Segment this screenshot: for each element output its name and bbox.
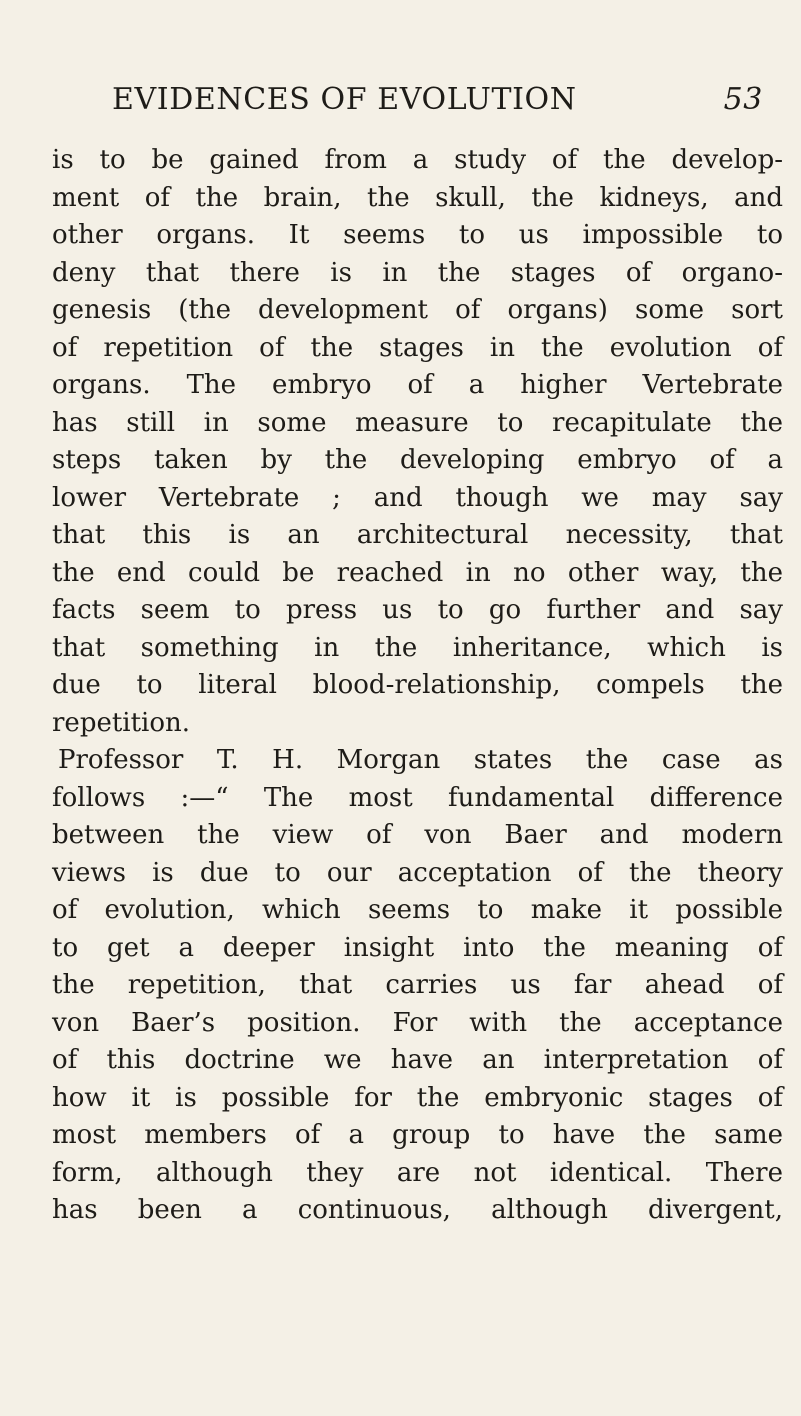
text-line: due to literal blood-relationship, compels the (52, 670, 783, 700)
paragraph-end-line: repetition. (52, 707, 191, 738)
text-line: other organs. It seems to us impossible to (52, 220, 783, 250)
text-line: follows :—“ The most fundamental difference (52, 782, 783, 813)
page-number: 53 (723, 82, 763, 117)
text-line: of repetition of the stages in the evolution of (52, 332, 783, 363)
text-line: to get a deeper insight into the meaning of (52, 932, 783, 963)
text-line: how it is possible for the embryonic stages of (52, 1082, 783, 1113)
text-line: facts seem to press us to go further and say (52, 595, 783, 625)
text-line: most members of a group to have the same (52, 1120, 783, 1150)
text-line: is to be gained from a study of the develop- (52, 145, 783, 175)
text-line: lower Vertebrate ; and though we may say (52, 482, 783, 513)
text-line: that this is an architectural necessity, that (52, 520, 783, 550)
text-line: deny that there is in the stages of organo- (52, 257, 783, 288)
text-line: organs. The embryo of a higher Vertebrate (52, 370, 783, 400)
text-line: has still in some measure to recapitulate the (52, 407, 783, 438)
text-line: form, although they are not identical. There (52, 1157, 783, 1188)
text-line: that something in the inheritance, which is (52, 632, 783, 663)
text-line: the repetition, that carries us far ahead of (52, 970, 783, 1000)
text-line: genesis (the development of organs) some sort (52, 295, 783, 325)
text-line: ment of the brain, the skull, the kidneys, and (52, 182, 783, 213)
text-line: steps taken by the developing embryo of a (52, 445, 783, 475)
text-line: between the view of von Baer and modern (52, 820, 783, 850)
text-line: of this doctrine we have an interpretation of (52, 1045, 783, 1075)
text-line: the end could be reached in no other way, the (52, 557, 783, 588)
text-line: views is due to our acceptation of the theory (52, 857, 783, 888)
text-line: has been a continuous, although divergent, (52, 1195, 783, 1225)
running-title: EVIDENCES OF EVOLUTION (112, 82, 577, 117)
text-line: von Baer’s position. For with the acceptance (52, 1007, 783, 1038)
running-head (112, 82, 763, 122)
body-text (52, 142, 783, 1230)
text-line: of evolution, which seems to make it possible (52, 895, 783, 925)
paragraph-start-line: Professor T. H. Morgan states the case as (58, 745, 783, 775)
